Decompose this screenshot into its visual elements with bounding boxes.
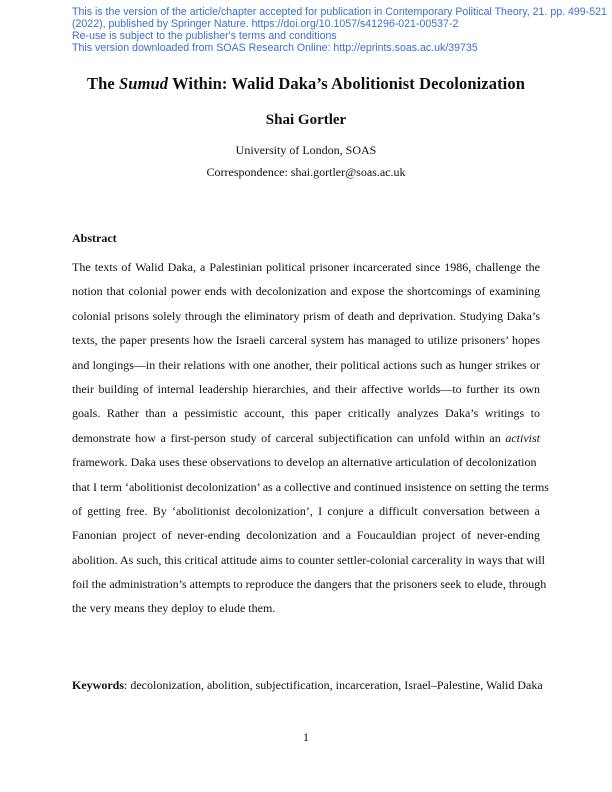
author-affiliation: University of London, SOAS bbox=[235, 143, 377, 157]
repository-notice-line[interactable]: (2022), published by Springer Nature. https://doi.org/10.1057/s41296-021-00537-2 bbox=[72, 18, 459, 30]
abstract-italic-word: activist bbox=[505, 430, 540, 445]
abstract-line: abolition. As such, this critical attitude aims to counter settler-colonial carcerality in ways that will bbox=[72, 552, 545, 567]
keywords bbox=[72, 678, 543, 693]
abstract-line: framework. Daka uses these observations to develop an alternative articulation of decolonization bbox=[72, 455, 537, 470]
abstract-line: texts, the paper presents how the Israeli carceral system has managed to utilize prisoners’ hopes bbox=[72, 333, 540, 348]
page-number: 1 bbox=[303, 730, 309, 744]
abstract-line: their building of internal leadership hierarchies, and their affective worlds—to further its own bbox=[72, 381, 540, 396]
repository-notice-line: This is the version of the article/chapter accepted for publication in Contemporary Political Theory, 21. pp. 499-521 bbox=[72, 6, 607, 18]
abstract-line: notion that colonial power ends with decolonization and expose the shortcomings of examining bbox=[72, 284, 540, 299]
author-name: Shai Gortler bbox=[265, 112, 347, 128]
abstract-line: colonial prisons solely through the eliminatory prism of death and deprivation. Studying Daka’s bbox=[72, 308, 540, 323]
abstract-line: of getting free. By ‘abolitionist decolonization’, I conjure a difficult conversation between a bbox=[72, 503, 540, 518]
abstract-line: that I term ‘abolitionist decolonization’ as a collective and continued insistence on setting the terms bbox=[72, 479, 549, 494]
correspondence-email: Correspondence: shai.gortler@soas.ac.uk bbox=[206, 165, 406, 179]
repository-notice-line: Re-use is subject to the publisher's terms and conditions bbox=[72, 30, 337, 42]
abstract-heading: Abstract bbox=[72, 231, 117, 245]
abstract-line: Fanonian project of never-ending decolonization and a Foucauldian project of never-ending bbox=[72, 528, 540, 543]
abstract-line: foil the administration’s attempts to reproduce the dangers that the prisoners seek to elude, through bbox=[72, 577, 547, 592]
abstract-line: goals. Rather than a pessimistic account, this paper critically analyzes Daka’s writings to bbox=[72, 406, 540, 421]
abstract-line-with-italic bbox=[72, 426, 540, 450]
title-post: Within: Walid Daka’s Abolitionist Decolonization bbox=[168, 74, 525, 93]
abstract-line: and longings—in their relations with one another, their political actions such as hunger strikes or bbox=[72, 357, 540, 372]
abstract-line: The texts of Walid Daka, a Palestinian political prisoner incarcerated since 1986, challenge the bbox=[72, 260, 540, 274]
abstract-body bbox=[72, 255, 549, 621]
repository-notice-line[interactable]: This version downloaded from SOAS Research Online: http://eprints.soas.ac.uk/39735 bbox=[72, 42, 478, 54]
paper-title bbox=[0, 74, 612, 94]
title-pre: The bbox=[87, 74, 120, 93]
repository-notice bbox=[72, 6, 612, 54]
abstract-line-text: demonstrate how a first-person study of carceral subjectification can unfold within an bbox=[72, 430, 501, 445]
abstract-line: the very means they deploy to elude them. bbox=[72, 601, 276, 616]
keywords-text: : decolonization, abolition, subjectification, incarceration, Israel–Palestine, Walid Daka bbox=[124, 678, 543, 692]
title-italic: Sumud bbox=[119, 74, 169, 93]
keywords-label: Keywords bbox=[72, 678, 124, 692]
